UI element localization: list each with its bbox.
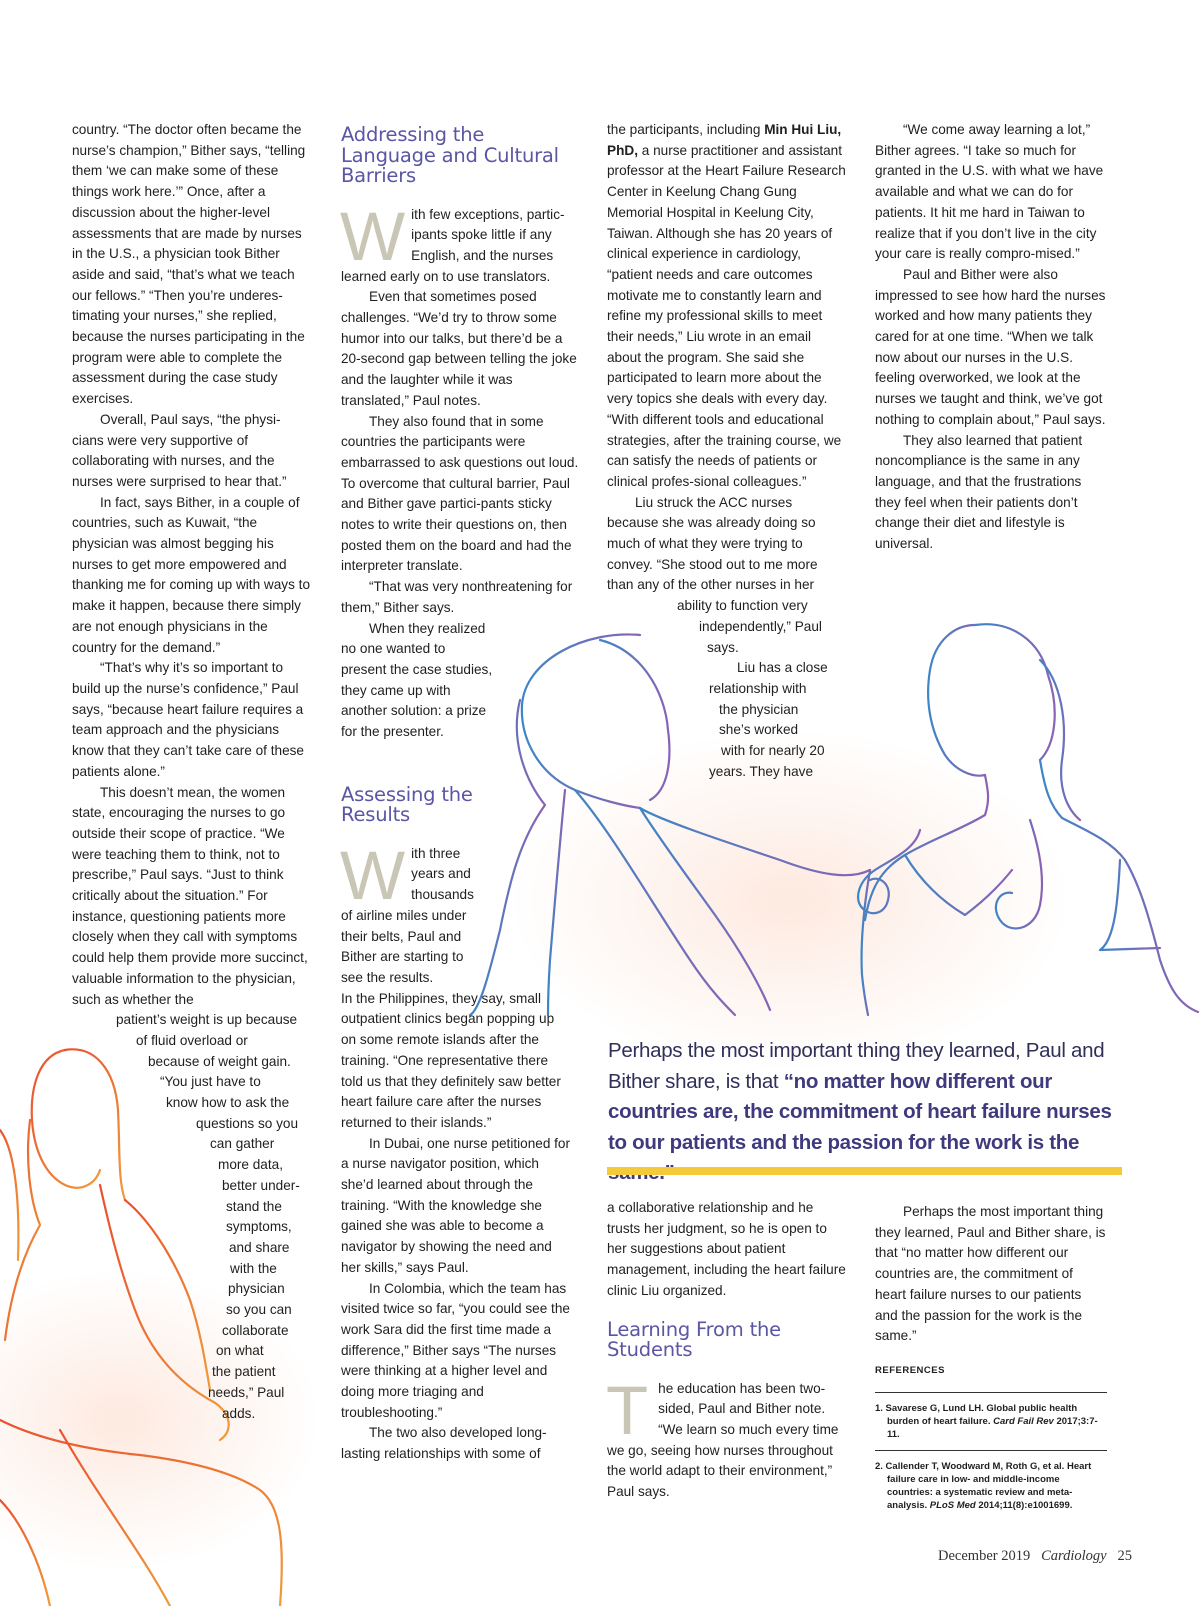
paragraph: “That was very nonthreatening for them,” Bither says. <box>341 579 573 615</box>
reference-item <box>875 1392 1107 1450</box>
column-1 <box>72 120 312 1424</box>
paragraph-text: ith few exceptions, partic-ipants spoke little if any English, and the nurses learned early on to use translators. <box>341 206 565 284</box>
paragraph-text: ith three years and thousands of airline miles under their belts, Paul and Bither are starting to see the results. <box>341 845 474 985</box>
paragraph <box>340 836 481 989</box>
text-line: physician <box>228 1281 285 1297</box>
ref-journal: PLoS Med <box>929 1500 976 1512</box>
text-line: and share <box>229 1239 290 1255</box>
paragraph: Overall, Paul says, “the physi-cians were very supportive of collaborating with nurses, and the nurses were surprised to hear that.” <box>72 411 287 489</box>
text-line: says. <box>707 639 739 655</box>
text-line: she’s worked <box>719 722 799 738</box>
text-line: collaborate <box>222 1322 289 1338</box>
column-3-bottom <box>607 1198 847 1503</box>
person-name: Min Hui Liu, PhD, <box>607 122 842 158</box>
drop-cap: W <box>340 836 406 914</box>
wrapped-text-lines <box>607 596 847 782</box>
drop-cap: T <box>606 1371 649 1449</box>
section-heading: Addressing the Language and Cultural Barriers <box>341 123 559 187</box>
drop-cap: W <box>340 197 406 275</box>
text-line: Liu has a close <box>737 660 828 676</box>
text-line: stand the <box>226 1198 282 1214</box>
section-heading: Assessing the Results <box>341 782 473 827</box>
text-line: symptoms, <box>226 1219 292 1235</box>
paragraph: “That’s why it’s so important to build up the nurse’s confidence,” Paul says, “because heart failure requires a team approach and the physicians know that they can’t take care of these patients alone.” <box>72 660 304 779</box>
text-line: independently,” Paul <box>699 618 822 634</box>
text-line: the patient <box>212 1364 276 1380</box>
paragraph: Liu struck the ACC nurses because she was already doing so much of what they were trying to convey. “She stood out to me more than any of the other nurses in her <box>607 494 818 593</box>
text-line: years. They have <box>709 763 814 779</box>
column-3 <box>607 120 847 783</box>
issue-date: December 2019 <box>938 1548 1031 1564</box>
pull-quote <box>608 1036 1128 1189</box>
pull-quote-lead: Perhaps the most important thing they learned, Paul and Bither share, is that <box>608 1039 1105 1093</box>
text-line: adds. <box>222 1405 256 1421</box>
text-line: on what <box>216 1343 264 1359</box>
text-line: more data, <box>218 1157 283 1173</box>
paragraph: They also found that in some countries the participants were embarrassed to ask questions out loud. To overcome that cultural barrier, Paul and Bither gave partici-pants sticky notes to write their questions on, then posted them on the board and had the interpreter translate. <box>341 413 579 574</box>
column-4-bottom <box>875 1202 1107 1521</box>
paragraph <box>606 1371 847 1503</box>
paragraph <box>340 197 579 288</box>
text-line: the physician <box>719 701 799 717</box>
ref-text: 2017;3:7-11. <box>887 1415 1098 1441</box>
paragraph-text: he education has been two-sided, Paul and Bither note. “We learn so much every time we go, seeing how nurses throughout the world adapt to their environment,” Paul says. <box>607 1380 839 1500</box>
section-heading: Learning From the Students <box>607 1317 781 1362</box>
paragraph: In Dubai, one nurse petitioned for a nurse navigator position, which she’d learned about through the training. “With the knowledge she gained she was able to become a navigator by showing the need and her skills,” says Paul. <box>341 1135 571 1275</box>
pull-quote-underline <box>607 1167 1122 1175</box>
text-line: can gather <box>210 1136 275 1152</box>
text-line: patient’s weight is up because <box>116 1012 298 1028</box>
magazine-name: Cardiology <box>1041 1548 1107 1564</box>
reference-item <box>875 1450 1107 1521</box>
column-4 <box>875 120 1107 555</box>
paragraph: Even that sometimes posed challenges. “We’d try to throw some humor into our talks, but there’d be a 20-second gap between telling the joke and the laughter while it was translated,” Paul notes. <box>341 289 577 408</box>
paragraph: They also learned that patient noncompliance is the same in any language, and that the frustrations they feel when their patients don’t change their diet and lifestyle is universal. <box>875 432 1083 552</box>
text-line: ability to function very <box>677 598 808 614</box>
pull-quote-emphasis: “no matter how different our countries are, the commitment of heart failure nurses to our patients and the passion for the work is the <box>608 1069 1112 1154</box>
text-line: of fluid overload or <box>136 1032 248 1048</box>
paragraph <box>607 120 847 493</box>
paragraph: Paul and Bither were also impressed to see how hard the nurses worked and how many patients they cared for at one time. “When we talk now about our nurses in the U.S. feeling overworked, we look at the nurses we taught and think, we’ve got nothing to complain about,” Paul says. <box>875 266 1106 427</box>
wrapped-text-lines <box>72 1010 312 1424</box>
references-heading: REFERENCES <box>875 1364 945 1376</box>
ref-text: 2. Callender T, Woodward M, Roth G, et al. Heart failure care in low- and middle-income countries: a systematic review and meta-analysis. <box>875 1460 1092 1512</box>
text-line: with for nearly 20 <box>721 743 825 759</box>
text: a nurse practitioner and assistant professor at the Heart Failure Research Center in Keelung Chang Gung Memorial Hospital in Keelung City, Taiwan. Although she has 20 years of clinical experience in cardiology, “patient needs and care outcomes motivate me to constantly learn and refine my professional skills to meet their needs,” Liu wrote in an email about the program. She said she participated to learn more about the very topics she deals with every day. “With different tools and educational strategies, after the training course, we can satisfy the needs of patients or clinical profes-sional colleagues.” <box>607 142 846 489</box>
paragraph: When they realized no one wanted to present the case studies, they came up with another solution: a prize for the presenter. <box>341 620 493 740</box>
paragraph: a collaborative relationship and he trusts her judgment, so he is open to her suggestions about patient management, including the heart failure clinic Liu organized. <box>607 1200 846 1298</box>
text-line: needs,” Paul <box>208 1384 285 1400</box>
page-footer <box>938 1548 1132 1565</box>
paragraph: “We come away learning a lot,” Bither agrees. “I take so much for granted in the U.S. with what we have available and what we can do for patients. It hit me hard in Taiwan to realize that if you don’t live in the city your care is really compro-mised.” <box>875 122 1104 262</box>
text-line: “You just have to <box>160 1074 261 1090</box>
paragraph: In the Philippines, they say, small outpatient clinics began popping up on some remote islands after the training. “One representative there told us that they definitely saw better heart failure care after the nurses returned to their islands.” <box>341 990 561 1130</box>
page-number: 25 <box>1117 1548 1132 1564</box>
ref-journal: Card Fail Rev <box>993 1415 1054 1427</box>
text-line: with the <box>230 1260 277 1276</box>
paragraph: country. “The doctor often became the nurse’s champion,” Bither says, “telling them ‘we can make some of these things work here.’” Once, after a discussion about the higher-level assessments that are made by nurses in the U.S., a physician took Bither aside and said, “that’s what we teach our fellows.” “Then you’re underes-timating your nurses,” she replied, because the nurses participating in the program were able to complete the assessment during the case study exercises. <box>72 122 306 407</box>
paragraph: Perhaps the most important thing they learned, Paul and Bither share, is that “no matter how different our countries are, the commitment of heart failure nurses to our patients and the passion for the work is the same.” <box>875 1204 1106 1344</box>
paragraph: This doesn’t mean, the women state, encouraging the nurses to go outside their scope of practice. “We were teaching them to think, not to prescribe,” Paul says. “Just to think critically about the situation.” For instance, questioning patients more closely when they call with symptoms could help them provide more succinct, valuable information to the physician, such as whether the <box>72 784 308 1007</box>
ref-text: 2014;11(8):e1001699. <box>975 1500 1073 1512</box>
text-line: better under- <box>222 1177 300 1193</box>
text-line: relationship with <box>709 680 807 696</box>
text: the participants, including <box>607 122 761 137</box>
text-line: know how to ask the <box>166 1095 290 1111</box>
ref-text: 1. Savarese G, Lund LH. Global public health burden of heart failure. <box>875 1402 1078 1427</box>
text-line: because of weight gain. <box>148 1053 291 1069</box>
column-2 <box>341 125 579 1465</box>
text-line: questions so you <box>196 1115 299 1131</box>
text-line: so you can <box>226 1302 292 1318</box>
paragraph: The two also developed long-lasting relationships with some of <box>341 1425 547 1462</box>
paragraph: In fact, says Bither, in a couple of countries, such as Kuwait, “the physician was almost begging his nurses to get more empowered and thanking me for coming up with ways to make it happen, because there simply are not enough physicians in the country for the demand.” <box>72 494 311 655</box>
paragraph: In Colombia, which the team has visited twice so far, “you could see the work Sara did the first time made a difference,” Bither says “The nurses were thinking at a higher level and doing more triaging and troubleshooting.” <box>341 1280 570 1420</box>
